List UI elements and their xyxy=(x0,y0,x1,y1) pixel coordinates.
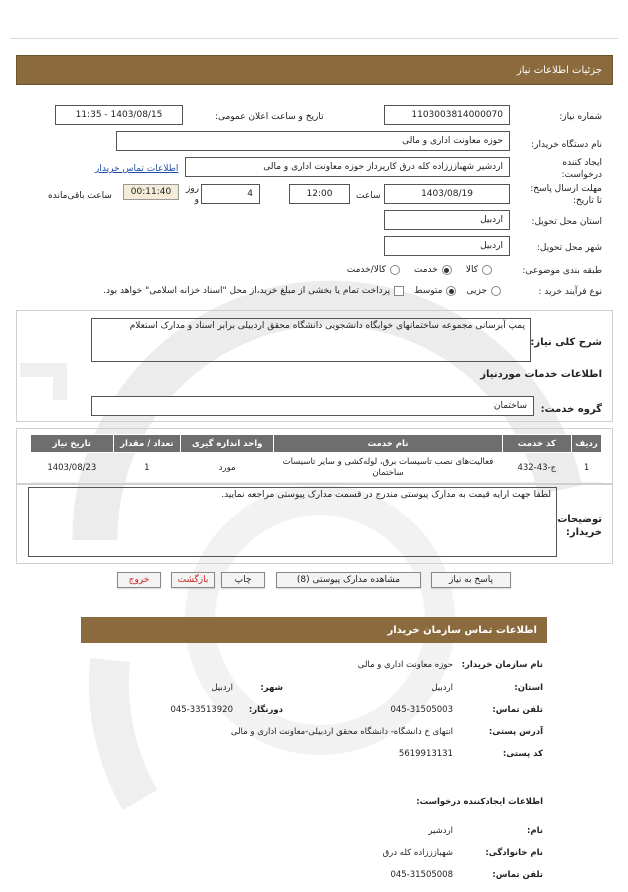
buyer-device-label: نام دستگاه خریدار: xyxy=(531,140,602,150)
contact-phone-label: تلفن تماس: xyxy=(492,705,543,715)
cell-unit: مورد xyxy=(180,453,273,483)
announce-label: تاریخ و ساعت اعلان عمومی: xyxy=(215,112,324,122)
creator-last-name-label: نام خانوادگی: xyxy=(485,848,543,858)
creator-label: ایجاد کننده درخواست: xyxy=(561,158,602,180)
buyer-notes-label: توضیحات خریدار: xyxy=(557,514,602,538)
creator-first-name-value: اردشیر xyxy=(428,826,453,836)
category-option-goods[interactable]: کالا xyxy=(466,265,492,275)
remaining-time-field: 00:11:40 xyxy=(123,184,179,200)
contact-address-value: انتهای خ دانشگاه- دانشگاه محقق اردبیلی-معاونت اداری و مالی xyxy=(230,727,453,737)
process-minor-radio[interactable] xyxy=(491,286,501,296)
city-label: شهر محل تحویل: xyxy=(536,243,602,253)
service-group-label: گروه خدمت: xyxy=(540,404,602,415)
table-row xyxy=(31,453,602,483)
need-number-label: شماره نیاز: xyxy=(559,112,602,122)
page-title: جزئیات اطلاعات نیاز xyxy=(516,64,602,76)
service-group-field: ساختمان xyxy=(91,396,534,416)
summary-textarea[interactable]: پمپ آبرسانی مجموعه ساختمانهای خوابگاه دانشجویی دانشگاه محقق اردبیلی برابر اسناد و مدارک استعلام xyxy=(91,318,531,362)
creator-phone-value: 045-31505008 xyxy=(390,870,453,880)
category-goods-service-radio[interactable] xyxy=(390,265,400,275)
need-number-field: 1103003814000070 xyxy=(384,105,510,125)
buyer-device-field: حوزه معاونت اداری و مالی xyxy=(116,131,510,151)
treasury-payment-note: پرداخت تمام یا بخشی از مبلغ خرید،از محل "اسناد خزانه اسلامی" خواهد بود. xyxy=(103,286,391,296)
city-field: اردبیل xyxy=(384,236,510,256)
contact-fax-label: دورنگار: xyxy=(248,705,283,715)
province-label: استان محل تحویل: xyxy=(531,217,602,227)
contact-province-value: اردبیل xyxy=(431,683,453,693)
contact-address-label: آدرس پستی: xyxy=(488,727,543,737)
days-field: 4 xyxy=(201,184,260,204)
contact-title: اطلاعات تماس سازمان خریدار xyxy=(387,624,537,636)
contact-postal-label: کد پستی: xyxy=(502,749,543,759)
process-option-minor[interactable]: جزیی xyxy=(466,286,501,296)
contact-fax-value: 045-33513920 xyxy=(170,705,233,715)
buyer-contact-link[interactable]: اطلاعات تماس خریدار xyxy=(95,164,179,174)
contact-city-label: شهر: xyxy=(260,683,283,693)
category-label: طبقه بندی موضوعی: xyxy=(522,266,602,276)
buyer-notes-textarea[interactable]: لطفا جهت ارایه قیمت به مدارک پیوستی مندرج در قسمت مدارک پیوستی مراجعه نمایید. xyxy=(28,487,557,557)
treasury-payment-checkbox[interactable] xyxy=(394,286,404,296)
category-service-radio[interactable] xyxy=(442,265,452,275)
contact-province-label: استان: xyxy=(514,683,543,693)
exit-button[interactable]: خروج xyxy=(117,572,161,588)
org-name-label: نام سازمان خریدار: xyxy=(461,660,543,670)
print-button[interactable]: چاپ xyxy=(221,572,265,588)
creator-field: اردشیر شهبازززاده کله درق کارپرداز حوزه معاونت اداری و مالی xyxy=(185,157,510,177)
process-radio-group xyxy=(103,286,501,296)
contact-phone-value: 045-31505003 xyxy=(390,705,453,715)
process-label: نوع فرآیند خرید : xyxy=(538,287,602,297)
col-row-number: ردیف xyxy=(572,435,602,453)
creator-first-name-label: نام: xyxy=(526,826,543,836)
page-title-bar xyxy=(16,55,613,85)
col-service-name: نام خدمت xyxy=(274,435,502,453)
province-field: اردبیل xyxy=(384,210,510,230)
cell-service-code: ج-43-432 xyxy=(502,453,572,483)
cell-service-name: فعالیت‌های نصب تاسیسات برق، لوله‌کشی و سایر تاسیسات ساختمان xyxy=(274,453,502,483)
services-section-title: اطلاعات خدمات موردنیاز xyxy=(480,369,602,380)
deadline-time-label: ساعت xyxy=(356,191,381,201)
treasury-payment-option[interactable] xyxy=(103,286,404,296)
process-option-medium[interactable]: متوسط xyxy=(414,286,456,296)
org-name-value: حوزه معاونت اداری و مالی xyxy=(357,660,453,670)
creator-last-name-value: شهبازززاده کله درق xyxy=(382,848,453,858)
col-need-date: تاریخ نیاز xyxy=(31,435,114,453)
cell-quantity: 1 xyxy=(113,453,180,483)
category-goods-radio[interactable] xyxy=(482,265,492,275)
cell-row-number: 1 xyxy=(572,453,602,483)
deadline-label: مهلت ارسال پاسخ: تا تاریخ: xyxy=(530,184,602,206)
creator-phone-label: تلفن تماس: xyxy=(492,870,543,880)
summary-label: شرح کلی نیاز: xyxy=(530,337,602,348)
services-table-wrap xyxy=(30,434,602,483)
process-medium-radio[interactable] xyxy=(446,286,456,296)
days-label: روز و xyxy=(185,184,199,205)
category-radio-group xyxy=(347,265,492,275)
col-quantity: تعداد / مقدار xyxy=(113,435,180,453)
view-attachments-button[interactable]: مشاهده مدارک پیوستی (8) xyxy=(276,572,421,588)
announce-field: 1403/08/15 - 11:35 xyxy=(55,105,183,125)
deadline-date-field: 1403/08/19 xyxy=(384,184,510,204)
back-button[interactable]: بازگشت xyxy=(171,572,215,588)
deadline-time-field: 12:00 xyxy=(289,184,350,204)
contact-city-value: اردبیل xyxy=(211,683,233,693)
creator-info-title: اطلاعات ایجادکننده درخواست: xyxy=(416,797,543,807)
top-divider xyxy=(10,38,618,39)
table-header-row xyxy=(31,435,602,453)
contact-title-bar xyxy=(81,617,547,643)
cell-need-date: 1403/08/23 xyxy=(31,453,114,483)
category-option-service[interactable]: خدمت xyxy=(414,265,452,275)
col-unit: واحد اندازه گیری xyxy=(180,435,273,453)
col-service-code: کد خدمت xyxy=(502,435,572,453)
remaining-label: ساعت باقی‌مانده xyxy=(48,191,112,201)
reply-button[interactable]: پاسخ به نیاز xyxy=(431,572,511,588)
services-table xyxy=(30,434,602,483)
contact-postal-value: 5619913131 xyxy=(398,749,453,759)
category-option-goods-service[interactable]: کالا/خدمت xyxy=(347,265,400,275)
